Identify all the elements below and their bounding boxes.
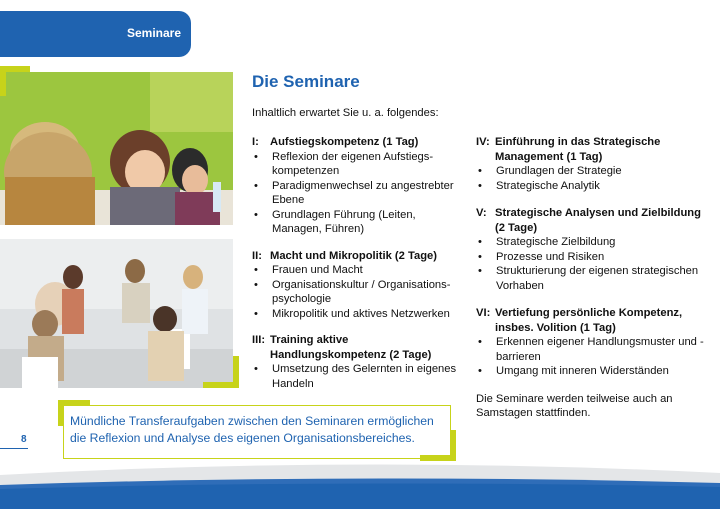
- section-number: IV:: [476, 136, 490, 148]
- seminar-section: [252, 249, 467, 322]
- list-item: • Umsetzung des Gelernten in eigenes Handeln: [252, 362, 467, 391]
- seminar-section: [252, 333, 467, 391]
- section-number: VI:: [476, 307, 491, 319]
- corner-accent-right: [233, 356, 239, 388]
- section-heading: Vertiefung persönliche Kompetenz, insbes. Volition (1 Tag): [495, 307, 683, 334]
- section-heading: Aufstiegskompetenz (1 Tag): [270, 136, 419, 148]
- section-number: III:: [252, 334, 266, 346]
- seminar-section: [252, 135, 467, 237]
- list-item: • Paradigmenwechsel zu angestrebter Ebene: [252, 179, 467, 208]
- seminar-section-title: [252, 135, 467, 150]
- section-number: II:: [252, 249, 262, 262]
- list-item: • Mikropolitik und aktives Netzwerken: [252, 307, 467, 322]
- page-number: 8: [21, 434, 27, 445]
- corner-accent-left: [0, 66, 6, 96]
- transfer-callout-box: [63, 405, 451, 459]
- section-tab-label: Seminare: [126, 26, 181, 40]
- section-heading: Einführung in das Strategische Management (1 Tag): [495, 136, 661, 163]
- bullet-list: [476, 335, 711, 379]
- list-item: • Grundlagen Führung (Leiten, Managen, Führen): [252, 208, 467, 237]
- section-heading: Training aktive Handlungskompetenz (2 Tage): [270, 334, 432, 361]
- seminar-section-title: [252, 249, 467, 264]
- photo-seminar-writing: [0, 72, 233, 225]
- callout-text: Mündliche Transferaufgaben zwischen den Seminaren ermöglichen die Reflexion und Analyse des eigenen Organisationsbereiches.: [70, 414, 434, 445]
- list-item: • Organisationskultur / Organisationspsychologie: [252, 278, 467, 307]
- list-item: • Umgang mit inneren Widerständen: [476, 364, 711, 379]
- bullet-list: [252, 263, 467, 321]
- page-number-underline: [0, 448, 28, 449]
- list-item: • Frauen und Macht: [252, 263, 467, 278]
- callout-corner-left: [58, 400, 64, 426]
- seminar-column-right: [476, 135, 711, 421]
- page-title: Die Seminare: [252, 72, 360, 91]
- list-item: • Strategische Analytik: [476, 179, 711, 194]
- list-item: • Erkennen eigener Handlungsmuster und -barrieren: [476, 335, 711, 364]
- seminar-section-title: [476, 306, 711, 335]
- section-heading: Macht und Mikropolitik (2 Tage): [270, 249, 437, 262]
- bullet-list: [252, 150, 467, 237]
- list-item: • Strategische Zielbildung: [476, 235, 711, 250]
- seminar-section-title: [476, 206, 711, 235]
- list-item: • Reflexion der eigenen Aufstiegskompetenzen: [252, 150, 467, 179]
- list-item: • Prozesse und Risiken: [476, 250, 711, 265]
- section-number: V:: [476, 207, 487, 219]
- bullet-list: [476, 164, 711, 193]
- intro-text: Inhaltlich erwartet Sie u. a. folgendes:: [252, 107, 439, 119]
- list-item: • Strukturierung der eigenen strategischen Vorhaben: [476, 264, 711, 293]
- list-item: • Grundlagen der Strategie: [476, 164, 711, 179]
- section-number: I:: [252, 136, 259, 148]
- bullet-list: [252, 362, 467, 391]
- saturday-note: Die Seminare werden teilweise auch an Samstagen stattfinden.: [476, 392, 673, 419]
- photo-seminar-group: [0, 239, 233, 388]
- seminar-section-title: [476, 135, 711, 164]
- seminar-section: [476, 135, 711, 193]
- seminar-section: [476, 206, 711, 293]
- section-heading: Strategische Analysen und Zielbildung (2 Tage): [495, 207, 701, 234]
- section-tab: [0, 11, 191, 57]
- seminar-column-left: [252, 135, 467, 404]
- photo-writing-illustration: [0, 72, 233, 225]
- bullet-list: [476, 235, 711, 293]
- seminar-section: [476, 306, 711, 379]
- seminar-section-title: [252, 333, 467, 362]
- photo-group-illustration: [0, 239, 233, 388]
- footer-swoosh: [0, 455, 720, 509]
